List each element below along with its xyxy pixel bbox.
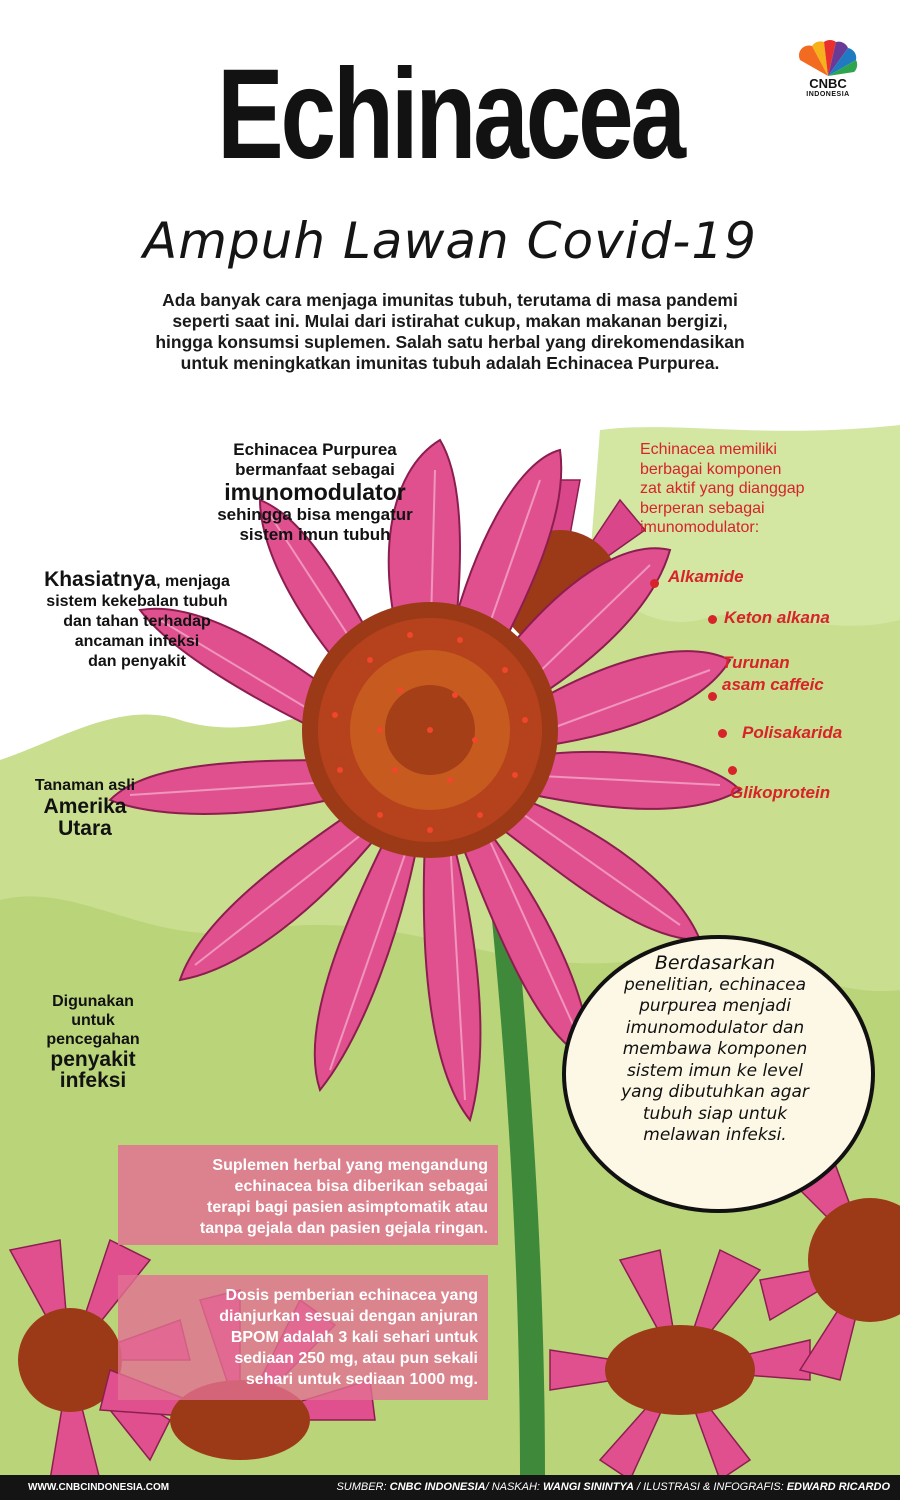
usage-line-2: untuk xyxy=(71,1012,115,1029)
usage-callout xyxy=(18,992,168,1091)
footer-website: WWW.CNBCINDONESIA.COM xyxy=(28,1482,170,1493)
logo-subtext: INDONESIA xyxy=(806,91,850,98)
footer-source-label: SUMBER: xyxy=(336,1481,390,1493)
footer-illustration-value: EDWARD RICARDO xyxy=(786,1481,890,1493)
research-bubble-text xyxy=(590,953,840,1147)
origin-callout xyxy=(10,776,160,840)
usage-emphasis-2: infeksi xyxy=(59,1069,127,1092)
cnbc-indonesia-logo xyxy=(792,38,864,104)
khasiat-line-4: ancaman infeksi xyxy=(74,633,200,650)
usage-line-3: pencegahan xyxy=(46,1031,140,1048)
component-dot-3 xyxy=(708,692,717,701)
footer-illustration-label: / ILUSTRASI & INFOGRAFIS: xyxy=(633,1481,787,1493)
khasiat-callout xyxy=(18,570,256,672)
benefit-callout xyxy=(195,440,435,545)
component-polisakarida: Polisakarida xyxy=(742,723,843,742)
component-glikoprotein: Glikoprotein xyxy=(730,783,831,802)
peacock-icon xyxy=(792,38,864,78)
components-intro-line-5: imunomodulator: xyxy=(640,519,760,536)
bubble-line-8: tubuh siap untuk xyxy=(642,1103,788,1124)
bubble-line-9: melawan infeksi. xyxy=(643,1125,787,1145)
component-dot-1 xyxy=(650,579,659,588)
benefit-emphasis: imunomodulator xyxy=(224,479,406,505)
khasiat-line-5: dan penyakit xyxy=(88,653,186,670)
component-3-line-1: Turunan xyxy=(722,653,790,672)
intro-paragraph: Ada banyak cara menjaga imunitas tubuh, terutama di masa pandemi seperti saat ini. Mulai dari istirahat cukup, makan makanan bergizi, hingga konsumsi suplemen. Salah satu herbal yang direkomendasikan untuk meningkatkan imunitas tubuh adalah Echinacea Purpurea. xyxy=(155,290,745,373)
component-dot-5 xyxy=(728,766,737,775)
component-dot-2 xyxy=(708,615,717,624)
footer-source-value: CNBC INDONESIA xyxy=(389,1481,486,1493)
components-intro-line-2: berbagai komponen xyxy=(640,460,782,478)
footer-writer-label: / NASKAH: xyxy=(485,1481,544,1493)
component-alkamide: Alkamide xyxy=(668,567,744,586)
bubble-line-6: sistem imun ke level xyxy=(627,1060,803,1081)
bubble-line-3: purpurea menjadi xyxy=(639,996,791,1016)
khasiat-line-2: sistem kekebalan tubuh xyxy=(46,593,228,610)
usage-line-1: Digunakan xyxy=(52,993,134,1010)
bubble-line-1: Berdasarkan xyxy=(654,952,776,974)
components-intro-line-4: berperan sebagai xyxy=(640,499,765,517)
supplement-info-text xyxy=(130,1155,488,1239)
component-3-line-2: asam caffeic xyxy=(722,675,824,694)
dosage-line-1: Dosis pemberian echinacea yang xyxy=(225,1287,478,1304)
dosage-line-5: sehari untuk sediaan 1000 mg. xyxy=(245,1371,478,1388)
component-keton-alkana: Keton alkana xyxy=(724,608,830,627)
page-title: Echinacea xyxy=(217,43,683,186)
component-turunan-asam-caffeic xyxy=(722,652,824,696)
usage-emphasis-1: penyakit xyxy=(50,1048,136,1071)
khasiat-line-3: dan tahan terhadap xyxy=(63,613,211,630)
supplement-line-2: echinacea bisa diberikan sebagai xyxy=(234,1178,488,1195)
components-intro xyxy=(640,440,880,538)
benefit-line-2: bermanfaat sebagai xyxy=(235,460,395,479)
page-subtitle: Ampuh Lawan Covid-19 xyxy=(143,212,757,270)
benefit-line-3: sehingga bisa mengatur xyxy=(217,505,413,524)
khasiat-rest: , menjaga xyxy=(156,573,230,590)
supplement-line-4: tanpa gejala dan pasien gejala ringan. xyxy=(199,1220,488,1237)
supplement-line-1: Suplemen herbal yang mengandung xyxy=(212,1157,488,1174)
origin-emphasis-2: Utara xyxy=(58,817,112,840)
origin-line-1: Tanaman asli xyxy=(34,777,136,794)
origin-emphasis-1: Amerika xyxy=(43,795,127,818)
dosage-info-text xyxy=(130,1285,478,1390)
footer-credits xyxy=(290,1481,890,1493)
bubble-line-5: membawa komponen xyxy=(622,1039,808,1059)
bubble-line-7: yang dibutuhkan agar xyxy=(621,1082,809,1102)
khasiat-line-1 xyxy=(18,570,256,592)
khasiat-emphasis: Khasiatnya xyxy=(44,568,157,591)
components-intro-line-1: Echinacea memiliki xyxy=(640,441,777,458)
footer-writer-value: WANGI SININTYA xyxy=(543,1481,634,1493)
benefit-line-4: sistem imun tubuh xyxy=(239,525,391,544)
bubble-line-2: penelitian, echinacea xyxy=(623,974,807,995)
supplement-line-3: terapi bagi pasien asimptomatik atau xyxy=(207,1199,488,1216)
logo-wordmark: CNBC xyxy=(809,76,847,91)
bubble-line-4: imunomodulator dan xyxy=(625,1017,805,1038)
dosage-line-3: BPOM adalah 3 kali sehari untuk xyxy=(230,1329,478,1346)
dosage-line-2: dianjurkan sesuai dengan anjuran xyxy=(219,1308,478,1325)
benefit-line-1: Echinacea Purpurea xyxy=(233,440,397,459)
dosage-line-4: sediaan 250 mg, atau pun sekali xyxy=(234,1350,478,1367)
components-intro-line-3: zat aktif yang dianggap xyxy=(640,480,805,497)
component-dot-4 xyxy=(718,729,727,738)
